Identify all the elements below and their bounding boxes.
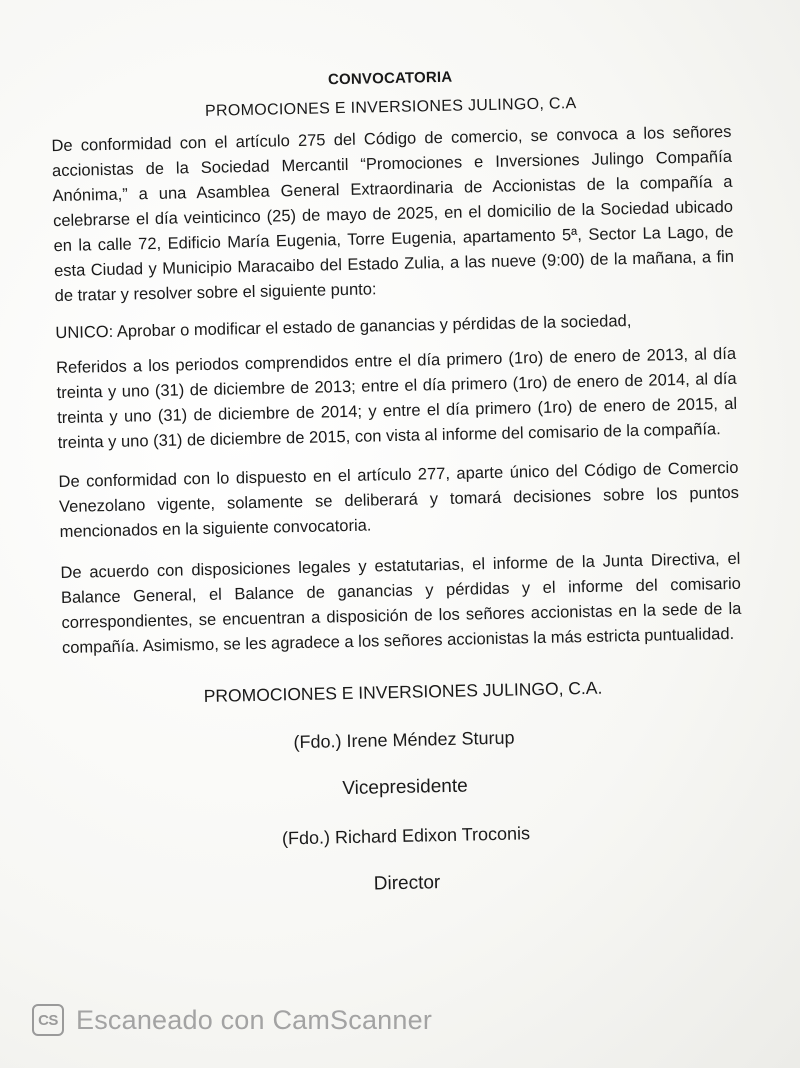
signature-block <box>63 661 748 915</box>
paragraph-availability: De acuerdo con disposiciones legales y estatutarias, el informe de la Junta Directiva, el Balance General, el Balance de ganancias y pérdidas y el informe del comisario correspondientes, se encuentran a disposición de los señores accionistas en la sede de la compañía. Asimismo, se les agradece a los señores accionistas la más estricta puntualidad. <box>60 549 742 657</box>
company-header: PROMOCIONES E INVERSIONES JULINGO, C.A <box>204 95 577 120</box>
document-body <box>50 63 747 915</box>
signer-2-role: Director <box>373 872 441 895</box>
camscanner-text: Escaneado con CamScanner <box>76 1004 433 1035</box>
signer-1-role: Vicepresidente <box>342 775 468 800</box>
signature-company: PROMOCIONES E INVERSIONES JULINGO, C.A. <box>203 677 603 707</box>
document-heading: CONVOCATORIA <box>327 68 453 89</box>
camscanner-logo-icon: CS <box>32 1004 64 1036</box>
camscanner-watermark <box>32 1004 432 1036</box>
signer-2-name: (Fdo.) Richard Edixon Troconis <box>281 823 531 849</box>
paragraph-unico: UNICO: Aprobar o modificar el estado de ganancias y pérdidas de la sociedad, <box>55 312 632 343</box>
paragraph-convocation: De conformidad con el artículo 275 del Código de comercio, se convoca a los señores accionistas de la Sociedad Mercantil “Promociones e Inversiones Julingo Compañía Anónima,” a una Asamblea General Extraordinaria de Accionistas de la compañía a celebrarse el día veinticinco (25) de mayo de 2025, en el domicilio de la Sociedad ubicado en la calle 72, Edificio María Eugenia, Torre Eugenia, apartamento 5ª, Sector La Lago, de esta Ciudad y Municipio Maracaibo del Estado Zulia, a las nueve (9:00) de la mañana, a fin de tratar y resolver sobre el siguiente punto: <box>51 122 735 306</box>
paragraph-periods: Referidos a los periodos comprendidos entre el día primero (1ro) de enero de 2013, al día treinta y uno (31) de diciembre de 2013; entre el día primero (1ro) de enero de 2014, al día treinta y uno (31) de diciembre de 2014; y entre el día primero (1ro) de enero de 2015, al treinta y uno (31) de diciembre de 2015, con vista al informe del comisario de la compañía. <box>55 344 738 453</box>
signer-1-name: (Fdo.) Irene Méndez Sturup <box>293 727 515 753</box>
paragraph-article-277: De conformidad con lo dispuesto en el artículo 277, aparte único del Código de Comercio Venezolano vigente, solamente se deliberará y tomará decisiones sobre los puntos mencionados en la siguiente convocatoria. <box>58 458 740 542</box>
